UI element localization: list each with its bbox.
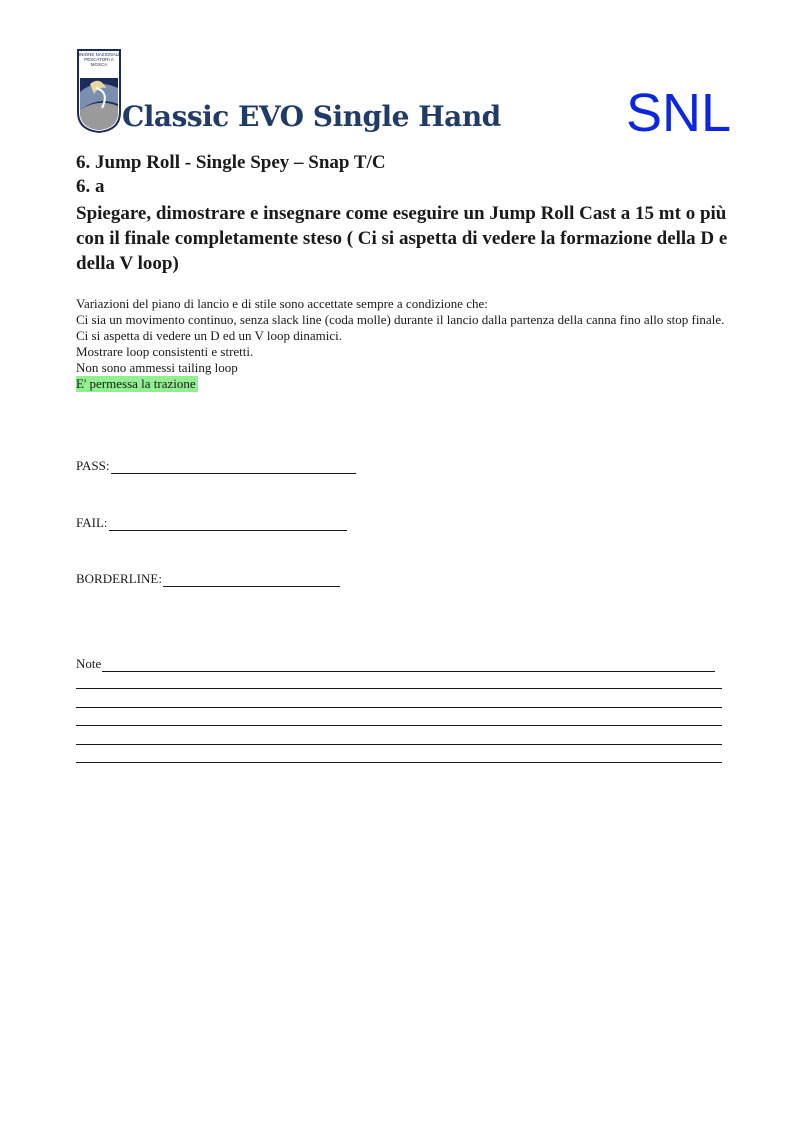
note-extra-line[interactable] <box>76 762 722 763</box>
note-extra-line[interactable] <box>76 707 722 708</box>
pass-line[interactable] <box>111 461 356 474</box>
pass-field <box>76 458 356 474</box>
unpm-logo <box>76 48 122 134</box>
condition-line: Ci sia un movimento continuo, senza slack line (coda molle) durante il lancio dalla partenza della canna fino allo stop finale. <box>76 312 725 327</box>
highlighted-condition: E' permessa la trazione <box>76 376 196 391</box>
borderline-line[interactable] <box>163 574 340 587</box>
note-extra-line[interactable] <box>76 725 722 726</box>
note-label: Note <box>76 656 102 671</box>
snl-badge: SNL <box>626 83 732 143</box>
logo-line-2: PESCATORI A MOSCA <box>84 57 114 67</box>
section-heading: 6. Jump Roll - Single Spey – Snap T/C <box>76 152 386 173</box>
note-field <box>76 656 715 672</box>
logo-line-1: UNIONE NAZIONALE <box>76 52 122 57</box>
note-extra-line[interactable] <box>76 744 722 745</box>
fail-line[interactable] <box>109 518 347 531</box>
note-line[interactable] <box>102 659 715 672</box>
condition-line: Ci si aspetta di vedere un D ed un V loop dinamici. <box>76 328 342 343</box>
condition-line: Variazioni del piano di lancio e di stile sono accettate sempre a condizione che: <box>76 296 488 311</box>
conditions-block <box>76 296 736 392</box>
fail-field <box>76 515 347 531</box>
note-lines[interactable] <box>76 688 722 781</box>
note-extra-line[interactable] <box>76 688 722 689</box>
page-title: Classic EVO Single Hand <box>122 100 501 133</box>
task-description: Spiegare, dimostrare e insegnare come eseguire un Jump Roll Cast a 15 mt o più con il finale completamente steso ( Ci si aspetta di vedere la formazione della D e della V loop) <box>76 203 728 274</box>
borderline-label: BORDERLINE: <box>76 571 162 586</box>
pass-label: PASS: <box>76 458 110 473</box>
fail-label: FAIL: <box>76 515 108 530</box>
logo-text <box>76 52 122 67</box>
section-subheading: 6. a <box>76 176 105 197</box>
borderline-field <box>76 571 340 587</box>
condition-line: Mostrare loop consistenti e stretti. <box>76 344 254 359</box>
condition-line: Non sono ammessi tailing loop <box>76 360 238 375</box>
